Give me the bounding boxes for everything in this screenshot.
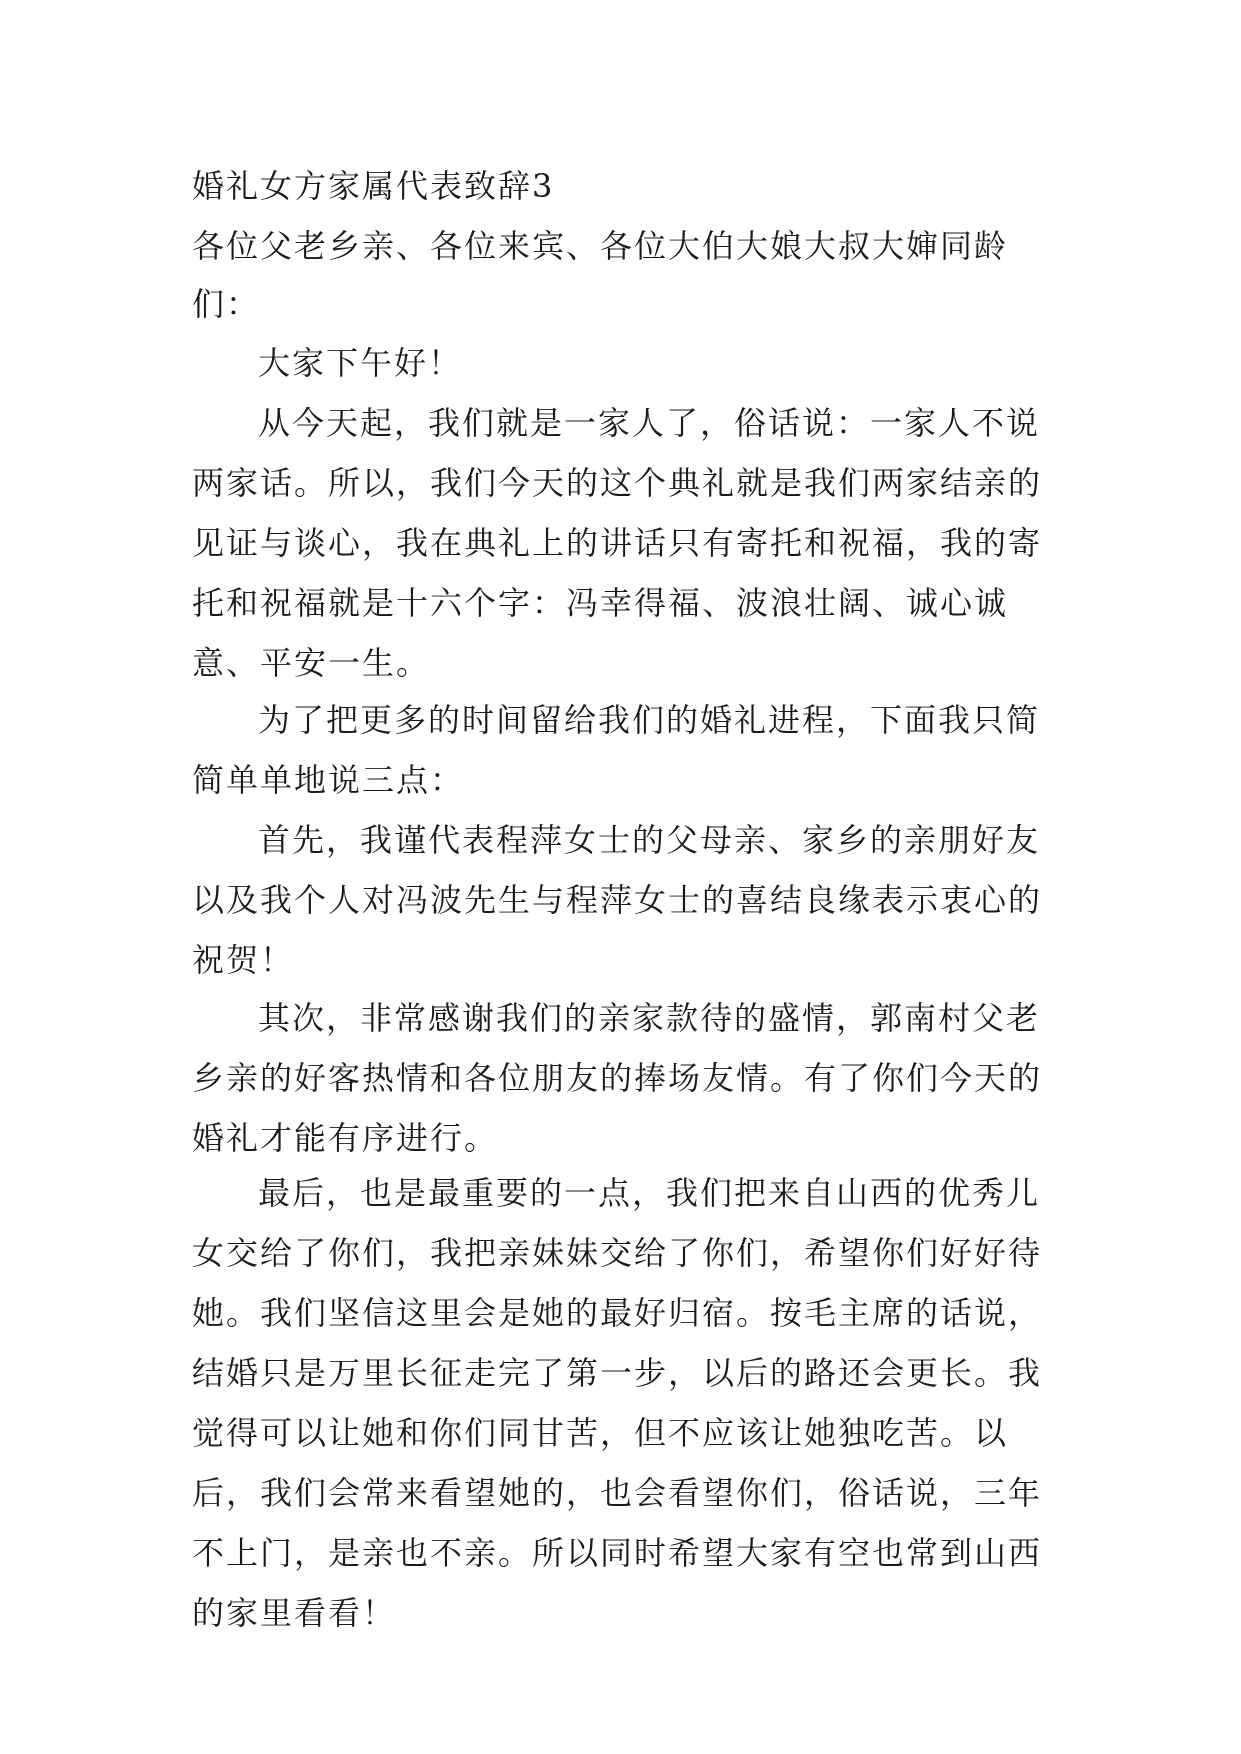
salutation: 各位父老乡亲、各位来宾、各位大伯大娘大叔大婶同龄们： (192, 227, 1009, 323)
paragraph-second-point: 其次，非常感谢我们的亲家款待的盛情，郭南村父老乡亲的好客热情和各位朋友的捧场友情。有了你们今天的婚礼才能有序进行。 (192, 999, 1043, 1157)
paragraph-final-point: 最后，也是最重要的一点，我们把来自山西的优秀儿女交给了你们，我把亲妹妹交给了你们，希望你们好好待她。我们坚信这里会是她的最好归宿。按毛主席的话说，结婚只是万里长征走完了第一步，以后的路还会更长。我觉得可以让她和你们同甘苦，但不应该让她独吃苦。以后，我们会常来看望她的，也会看望你们，俗话说，三年不上门，是亲也不亲。所以同时希望大家有空也常到山西的家里看看！ (192, 1174, 1043, 1632)
document-title: 婚礼女方家属代表致辞3 (192, 167, 555, 205)
paragraph-first-point: 首先，我谨代表程萍女士的父母亲、家乡的亲朋好友以及我个人对冯波先生与程萍女士的喜结良缘表示衷心的祝贺！ (192, 821, 1043, 979)
paragraph-greeting: 大家下午好！ (258, 344, 463, 382)
paragraph-three-points: 为了把更多的时间留给我们的婚礼进程，下面我只简简单单地说三点： (192, 701, 1041, 799)
paragraph-one-family: 从今天起，我们就是一家人了，俗话说：一家人不说两家话。所以，我们今天的这个典礼就是我们两家结亲的见证与谈心，我在典礼上的讲话只有寄托和祝福，我的寄托和祝福就是十六个字：冯幸得福、波浪壮阔、诚心诚意、平安一生。 (192, 404, 1043, 682)
